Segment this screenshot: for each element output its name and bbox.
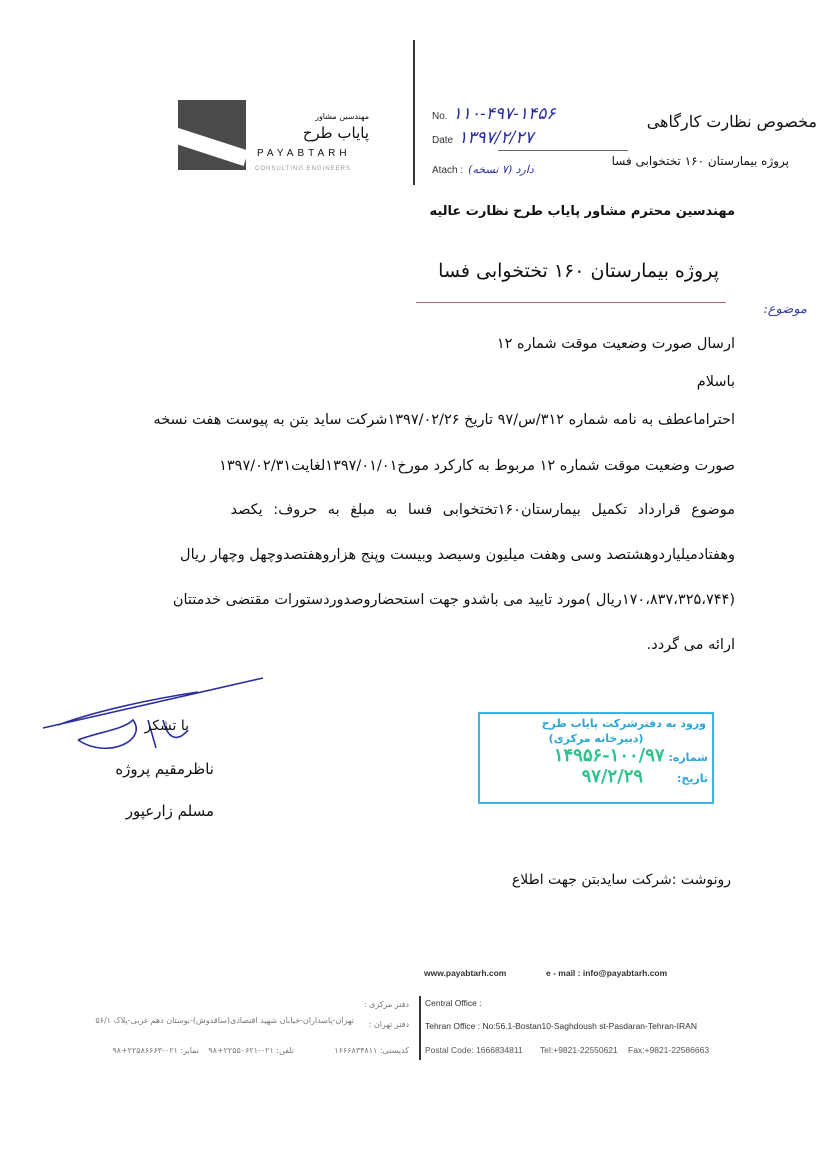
stamp-line2: (دبیرخانه مرکزی) (548, 732, 644, 745)
number-label: No. (432, 111, 448, 122)
fa-postal: کدپستی: ۱۶۶۶۸۳۴۸۱۱ (334, 1046, 409, 1055)
greeting: باسلام (696, 374, 735, 390)
body-line: وهفتادمیلیاردوهشتصد وسی وهفت میلیون وسیصد وبیست وپنج هزاروهفتصدوچهل وچهار ریال (180, 547, 735, 563)
fa-tehran-label: دفتر تهران : (368, 1020, 409, 1029)
stamp-date-label: تاریخ: (676, 772, 708, 785)
body-line: موضوع قرارداد تکمیل بیمارستان۱۶۰تختخوابی فسا به مبلغ به حروف: یکصد (230, 502, 735, 518)
stamp-date: ۹۷/۲/۲۹ (581, 766, 644, 787)
attach-value: دارد (۷ نسخه) (468, 163, 534, 176)
carbon-copy: رونوشت :شرکت سایدبتن جهت اطلاع (511, 872, 731, 888)
letter-number (432, 104, 555, 124)
company-name-en: PAYABTARH (257, 148, 351, 159)
header-title: مخصوص نظارت کارگاهی (646, 112, 817, 131)
project-title: پروژه بیمارستان ۱۶۰ تختخوابی فسا (438, 260, 719, 282)
website-link[interactable]: www.payabtarh.com (424, 968, 507, 978)
fax: Fax:+9821-22586663 (628, 1045, 710, 1055)
signature (38, 670, 268, 760)
body-line: ارائه می گردد. (646, 637, 735, 653)
tehran-office: Tehran Office : No:56.1-Bostan10-Saghdoush st-Pasdaran-Tehran-IRAN (425, 1021, 697, 1031)
number-value: ۱۱۰-۴۹۷-۱۴۵۶ (452, 104, 556, 124)
fa-tel: تلفن: ۰۲۱-۲۲۵۵۰۶۲۱+۹۸ (208, 1046, 294, 1055)
header-underline (498, 150, 628, 151)
date-value: ۱۳۹۷/۲/۲۷ (458, 128, 534, 148)
company-tagline: CONSULTING ENGINEERS (255, 166, 351, 172)
footer-divider (419, 996, 421, 1060)
body-line: (۱۷۰،۸۳۷،۳۲۵،۷۴۴ریال )مورد تایید می باشدو جهت استحضاروصدوردستورات مقتضی خدمتتان (172, 592, 735, 608)
body-line: احتراماعطف به نامه شماره ۳۱۲/س/۹۷ تاریخ ۱۳۹۷/۰۲/۲۶شرکت ساید بتن به پیوست هفت نسخه (153, 412, 735, 428)
registry-stamp (478, 712, 714, 804)
letter-date (432, 128, 534, 148)
company-name-fa: پایاب طرح (302, 124, 369, 142)
fa-central-office: دفتر مرکزی : (363, 1000, 409, 1009)
tel: Tel:+9821-22550621 (540, 1045, 618, 1055)
date-label: Date (432, 135, 454, 146)
header-divider (413, 40, 415, 185)
closing: با تشکر (144, 718, 189, 734)
letter-attachment (432, 158, 534, 177)
signer-title: ناظرمقیم پروژه (115, 760, 214, 778)
company-name-small: مهندسین مشاور (315, 112, 369, 121)
subject-label: موضوع: (763, 302, 807, 317)
fa-tehran-address: تهران-پاسداران-خیابان شهید اقتصادی(ساقدوش)-بوستان دهم غربی-پلاک ۵۶/۱ (95, 1016, 354, 1025)
email-link[interactable]: e - mail : info@payabtarh.com (546, 968, 668, 978)
body-line: صورت وضعیت موقت شماره ۱۲ مربوط به کارکرد مورخ۱۳۹۷/۰۱/۰۱لغایت۱۳۹۷/۰۲/۳۱ (219, 458, 735, 474)
subject: ارسال صورت وضعیت موقت شماره ۱۲ (496, 336, 735, 352)
central-office: Central Office : (425, 998, 482, 1008)
stamp-number: ۱۰۰/۹۷-۱۴۹۵۶ (553, 745, 665, 766)
attach-label: Atach : (432, 165, 464, 176)
postal-code: Postal Code: 1666834811 (425, 1045, 523, 1055)
signer-name: مسلم زارعپور (125, 802, 214, 820)
header-project: پروژه بیمارستان ۱۶۰ تختخوابی فسا (611, 154, 789, 168)
recipient: مهندسین محترم مشاور پایاب طرح نظارت عالیه (429, 204, 735, 219)
stamp-line1: ورود به دفترشرکت پایاب طرح (541, 717, 706, 730)
company-logo (178, 100, 246, 170)
fa-fax: نمابر: ۰۲۱-۲۲۵۸۶۶۶۳+۹۸ (112, 1046, 199, 1055)
stamp-number-label: شماره: (668, 751, 708, 764)
project-underline (416, 302, 726, 303)
